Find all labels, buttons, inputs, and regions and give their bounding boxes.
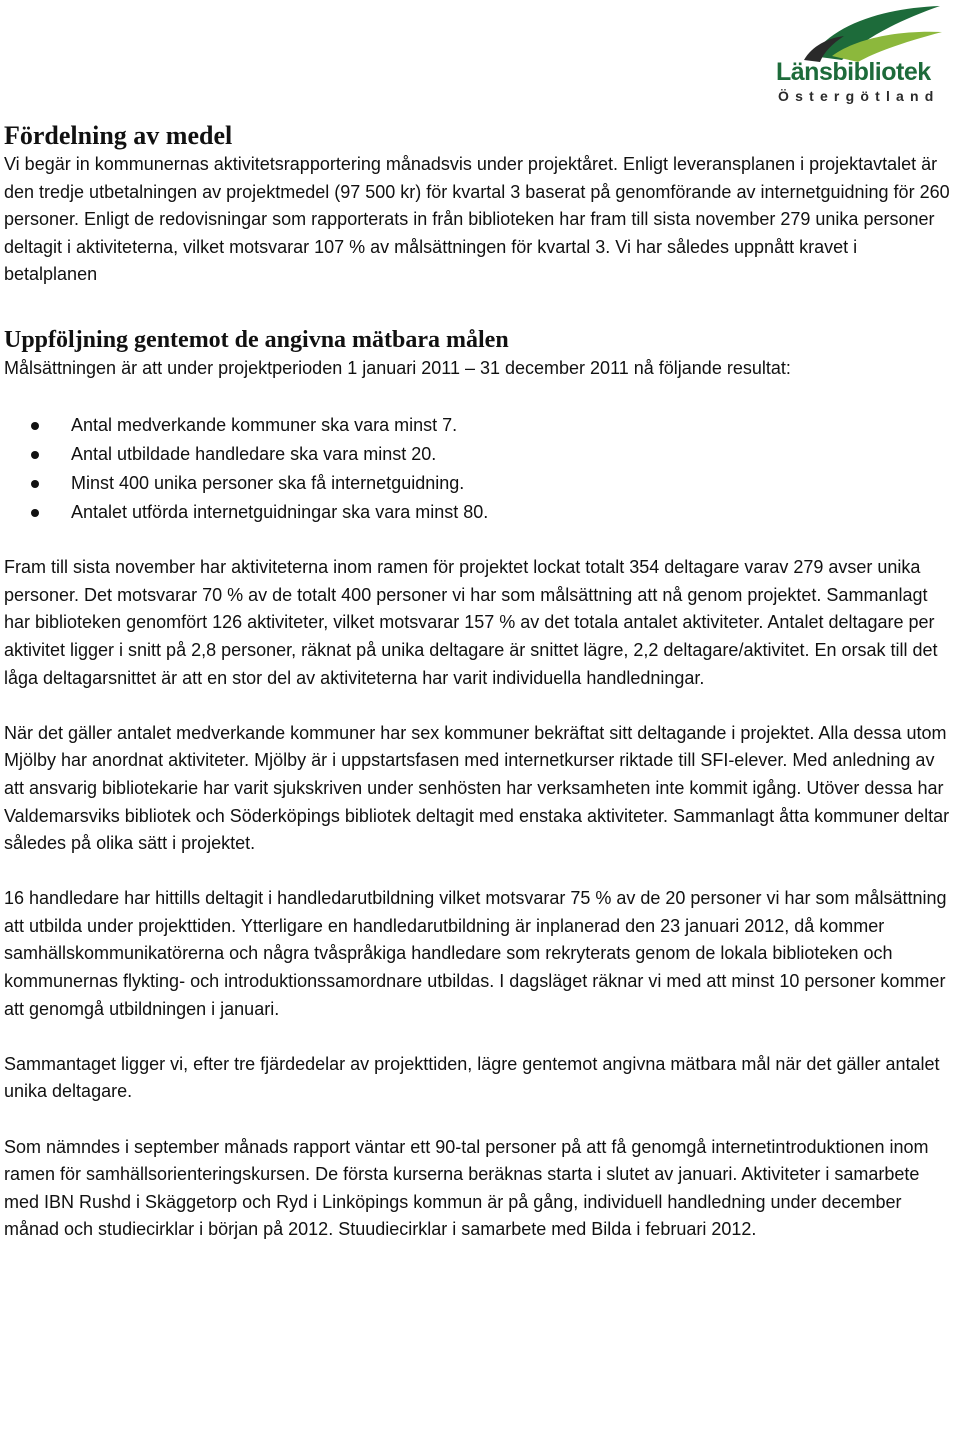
bullet-icon <box>31 509 39 517</box>
bullet-icon <box>31 451 39 459</box>
logo-name: Länsbibliotek <box>776 58 931 86</box>
paragraph-municipalities: När det gäller antalet medverkande kommuner har sex kommuner bekräftat sitt deltagande i projektet. Alla dessa utom Mjölby har anordnat aktiviteter. Mjölby är i uppstartsfasen med internetkurser riktade till SFI-elever. Med anledning av att ansvarig bibliotekarie har varit sjukskriven under senhösten har verksamheten inte kommit igång. Utöver dessa har Valdemarsviks bibliotek och Söderköpings bibliotek deltagit med enstaka aktiviteter. Sammanlagt åtta kommuner deltar således på olika sätt i projektet. <box>4 722 950 854</box>
goal-text: Antal utbildade handledare ska vara minst 20. <box>71 443 437 464</box>
paragraph-fordelning: Vi begär in kommunernas aktivitetsrapportering månadsvis under projektåret. Enligt leveransplanen i projektavtalet är den tredje utbetalningen av projektmedel (97 500 kr) för kvartal 3 baserat på genomförande av internetguidning för 260 personer. Enligt de redovisningar som rapporterats in från biblioteken har fram till sista november 279 unika personer deltagit i aktiviteterna, vilket motsvarar 107 % av målsättningen för kvartal 3. Vi har således uppnått kravet i betalplanen <box>4 154 950 285</box>
bullet-icon <box>31 422 39 430</box>
goal-text: Antal medverkande kommuner ska vara minst 7. <box>71 414 458 435</box>
logo-region: Östergötland <box>778 88 940 104</box>
bird-wings-icon <box>772 4 944 64</box>
list-item <box>4 469 954 498</box>
paragraph-participants: Fram till sista november har aktiviteterna inom ramen för projektet lockat totalt 354 deltagare varav 279 avser unika personer. Det motsvarar 70 % av de totalt 400 personer vi har som målsättning att nå genom projektet. Sammanlagt har biblioteken genomfört 126 aktiviteter, vilket motsvarar 157 % av det totala antalet aktiviteter. Antalet deltagare per aktivitet ligger i snitt på 2,8 personer, räknat på unika deltagare är snittet lägre, 2,2 deltagare/aktivitet. En orsak till det låga deltagarsnittet är att en stor del av aktiviteterna har varit individuella handledningar. <box>4 557 938 688</box>
document-body <box>4 121 954 1244</box>
paragraph-supervisors: 16 handledare har hittills deltagit i handledarutbildning vilket motsvarar 75 % av de 20 personer vi har som målsättning att utbilda under projekttiden. Ytterligare en handledarutbildning är inplanerad den 23 januari 2012, då kommer samhällskommunikatörerna och några tvåspråkiga handledare som rekryterats genom de lokala biblioteken och kommunernas flykting- och introduktionssamordnare utbildas. I dagsläget räknar vi med att minst 10 personer kommer att genomgå utbildningen i januari. <box>4 888 947 1019</box>
paragraph-goals-intro: Målsättningen är att under projektperioden 1 januari 2011 – 31 december 2011 nå följande resultat: <box>4 357 791 378</box>
goal-text: Antalet utförda internetguidningar ska vara minst 80. <box>71 501 489 522</box>
bullet-icon <box>31 480 39 488</box>
list-item <box>4 498 954 527</box>
list-item <box>4 411 954 440</box>
section-title-uppfoljning: Uppföljning gentemot de angivna mätbara målen <box>4 326 509 353</box>
goal-text: Minst 400 unika personer ska få internetguidning. <box>71 472 465 493</box>
goals-list <box>4 411 954 527</box>
paragraph-outlook: Som nämndes i september månads rapport väntar ett 90-tal personer på att få genomgå internetintroduktionen inom ramen för samhällsorienteringskursen. De första kurserna beräknas starta i slutet av januari. Aktiviteter i samarbete med IBN Rushd i Skäggetorp och Ryd i Linköpings kommun är på gång, individuell handledning under december månad och studiecirklar i början på 2012. Stuudiecirklar i samarbete med Bilda i februari 2012. <box>4 1136 929 1240</box>
list-item <box>4 440 954 469</box>
section-title-fordelning: Fördelning av medel <box>4 121 233 150</box>
lansbibliotek-logo <box>772 4 944 106</box>
paragraph-summary: Sammantaget ligger vi, efter tre fjärdedelar av projekttiden, lägre gentemot angivna mätbara mål när det gäller antalet unika deltagare. <box>4 1053 940 1102</box>
